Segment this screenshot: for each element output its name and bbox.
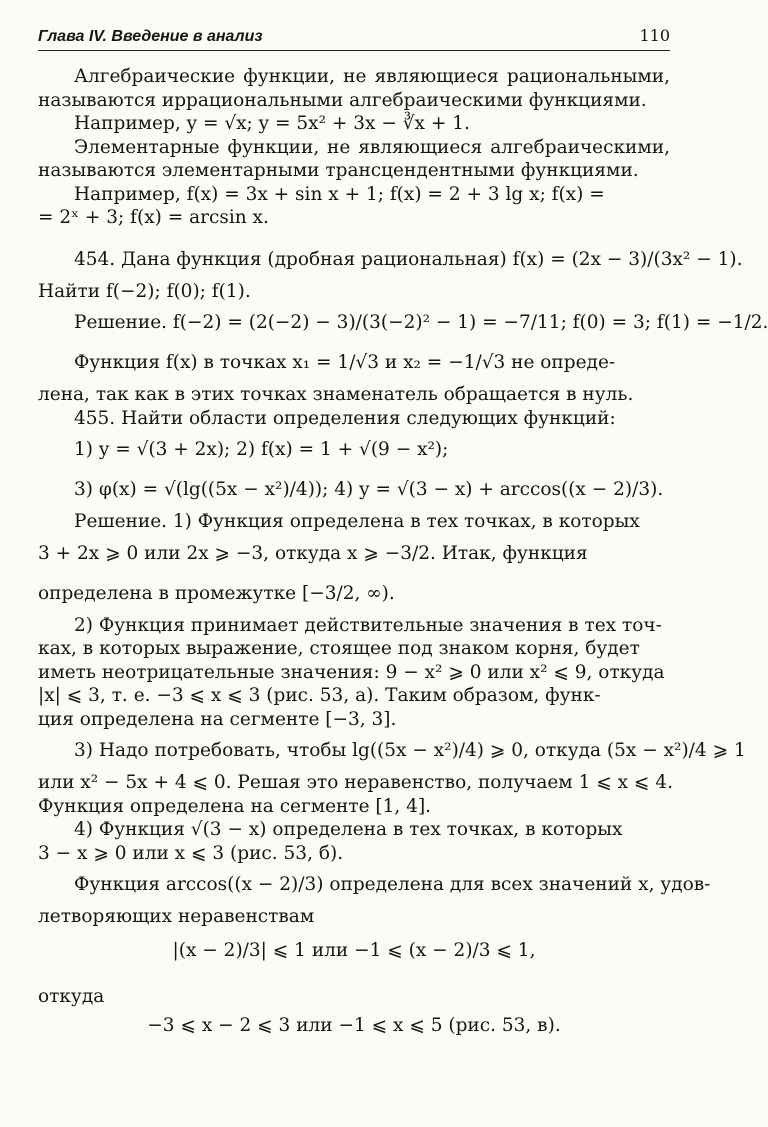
text-line: летворяющих неравенствам <box>38 906 315 927</box>
solution-454: Решение. f(−2) = (2(−2) − 3)/(3(−2)² − 1) = −7/11; f(0) = 3; f(1) = −1/2. <box>74 312 768 333</box>
text-line: 3) φ(x) = √(lg((5x − x²)/4)); 4) y = √(3 − x) + arccos((x − 2)/3). <box>74 479 664 500</box>
display-formula: |(x − 2)/3| ⩽ 1 или −1 ⩽ (x − 2)/3 ⩽ 1, <box>172 939 536 961</box>
problem-454: 454. Дана функция (дробная рациональная) f(x) = (2x − 3)/(3x² − 1). <box>74 248 743 270</box>
text-line: 2) Функция принимает действительные значения в тех точ- <box>74 614 662 636</box>
running-header <box>38 26 670 51</box>
text-line: ках, в которых выражение, стоящее под знаком корня, будет <box>38 638 640 659</box>
text-line: 3 − x ⩾ 0 или x ⩽ 3 (рис. 53, б). <box>38 842 344 864</box>
text-line: называются элементарными трансцендентными функциями. <box>38 160 639 181</box>
display-formula: −3 ⩽ x − 2 ⩽ 3 или −1 ⩽ x ⩽ 5 (рис. 53, в). <box>147 1015 561 1036</box>
text-line: 4) Функция √(3 − x) определена в тех точках, в которых <box>74 819 623 840</box>
text-line: Функция f(x) в точках x₁ = 1/√3 и x₂ = −1/√3 не опреде- <box>74 352 616 373</box>
text-line: иметь неотрицательные значения: 9 − x² ⩾ 0 или x² ⩽ 9, откуда <box>38 661 665 683</box>
problem-455: 455. Найти области определения следующих функций: <box>74 407 616 429</box>
text-line: называются иррациональными алгебраическими функциями. <box>38 89 647 111</box>
text-line: ция определена на сегменте [−3, 3]. <box>38 708 397 730</box>
text-line: 3) Надо потребовать, чтобы lg((5x − x²)/4) ⩾ 0, откуда (5x − x²)/4 ⩾ 1 <box>74 740 746 761</box>
text-line: = 2ˣ + 3; f(x) = arcsin x. <box>38 207 269 228</box>
text-line: Функция arccos((x − 2)/3) определена для всех значений x, удов- <box>74 874 711 895</box>
text-line: Функция определена на сегменте [1, 4]. <box>38 795 432 817</box>
text-line: или x² − 5x + 4 ⩽ 0. Решая это неравенство, получаем 1 ⩽ x ⩽ 4. <box>38 772 673 793</box>
chapter-title: Глава IV. Введение в анализ <box>38 28 263 45</box>
text-line: |x| ⩽ 3, т. е. −3 ⩽ x ⩽ 3 (рис. 53, а). Таким образом, функ- <box>38 685 601 706</box>
text-line: 1) y = √(3 + 2x); 2) f(x) = 1 + √(9 − x²); <box>74 439 449 460</box>
text-line: откуда <box>38 985 105 1007</box>
text-line: Элементарные функции, не являющиеся алгебраическими, <box>74 136 670 158</box>
text-line: Алгебраические функции, не являющиеся рациональными, <box>74 66 670 87</box>
text-line: Найти f(−2); f(0); f(1). <box>38 280 251 302</box>
text-line: определена в промежутке [−3/2, ∞). <box>38 582 395 604</box>
text-line: Например, f(x) = 3x + sin x + 1; f(x) = 2 + 3 lg x; f(x) = <box>74 183 605 205</box>
text-line: лена, так как в этих точках знаменатель обращается в нуль. <box>38 384 634 405</box>
page-number: 110 <box>639 26 670 45</box>
text-line: Например, y = √x; y = 5x² + 3x − ∛x + 1. <box>74 113 470 134</box>
text-line: 3 + 2x ⩾ 0 или 2x ⩾ −3, откуда x ⩾ −3/2. Итак, функция <box>38 542 588 564</box>
solution-455: Решение. 1) Функция определена в тех точках, в которых <box>74 511 640 532</box>
